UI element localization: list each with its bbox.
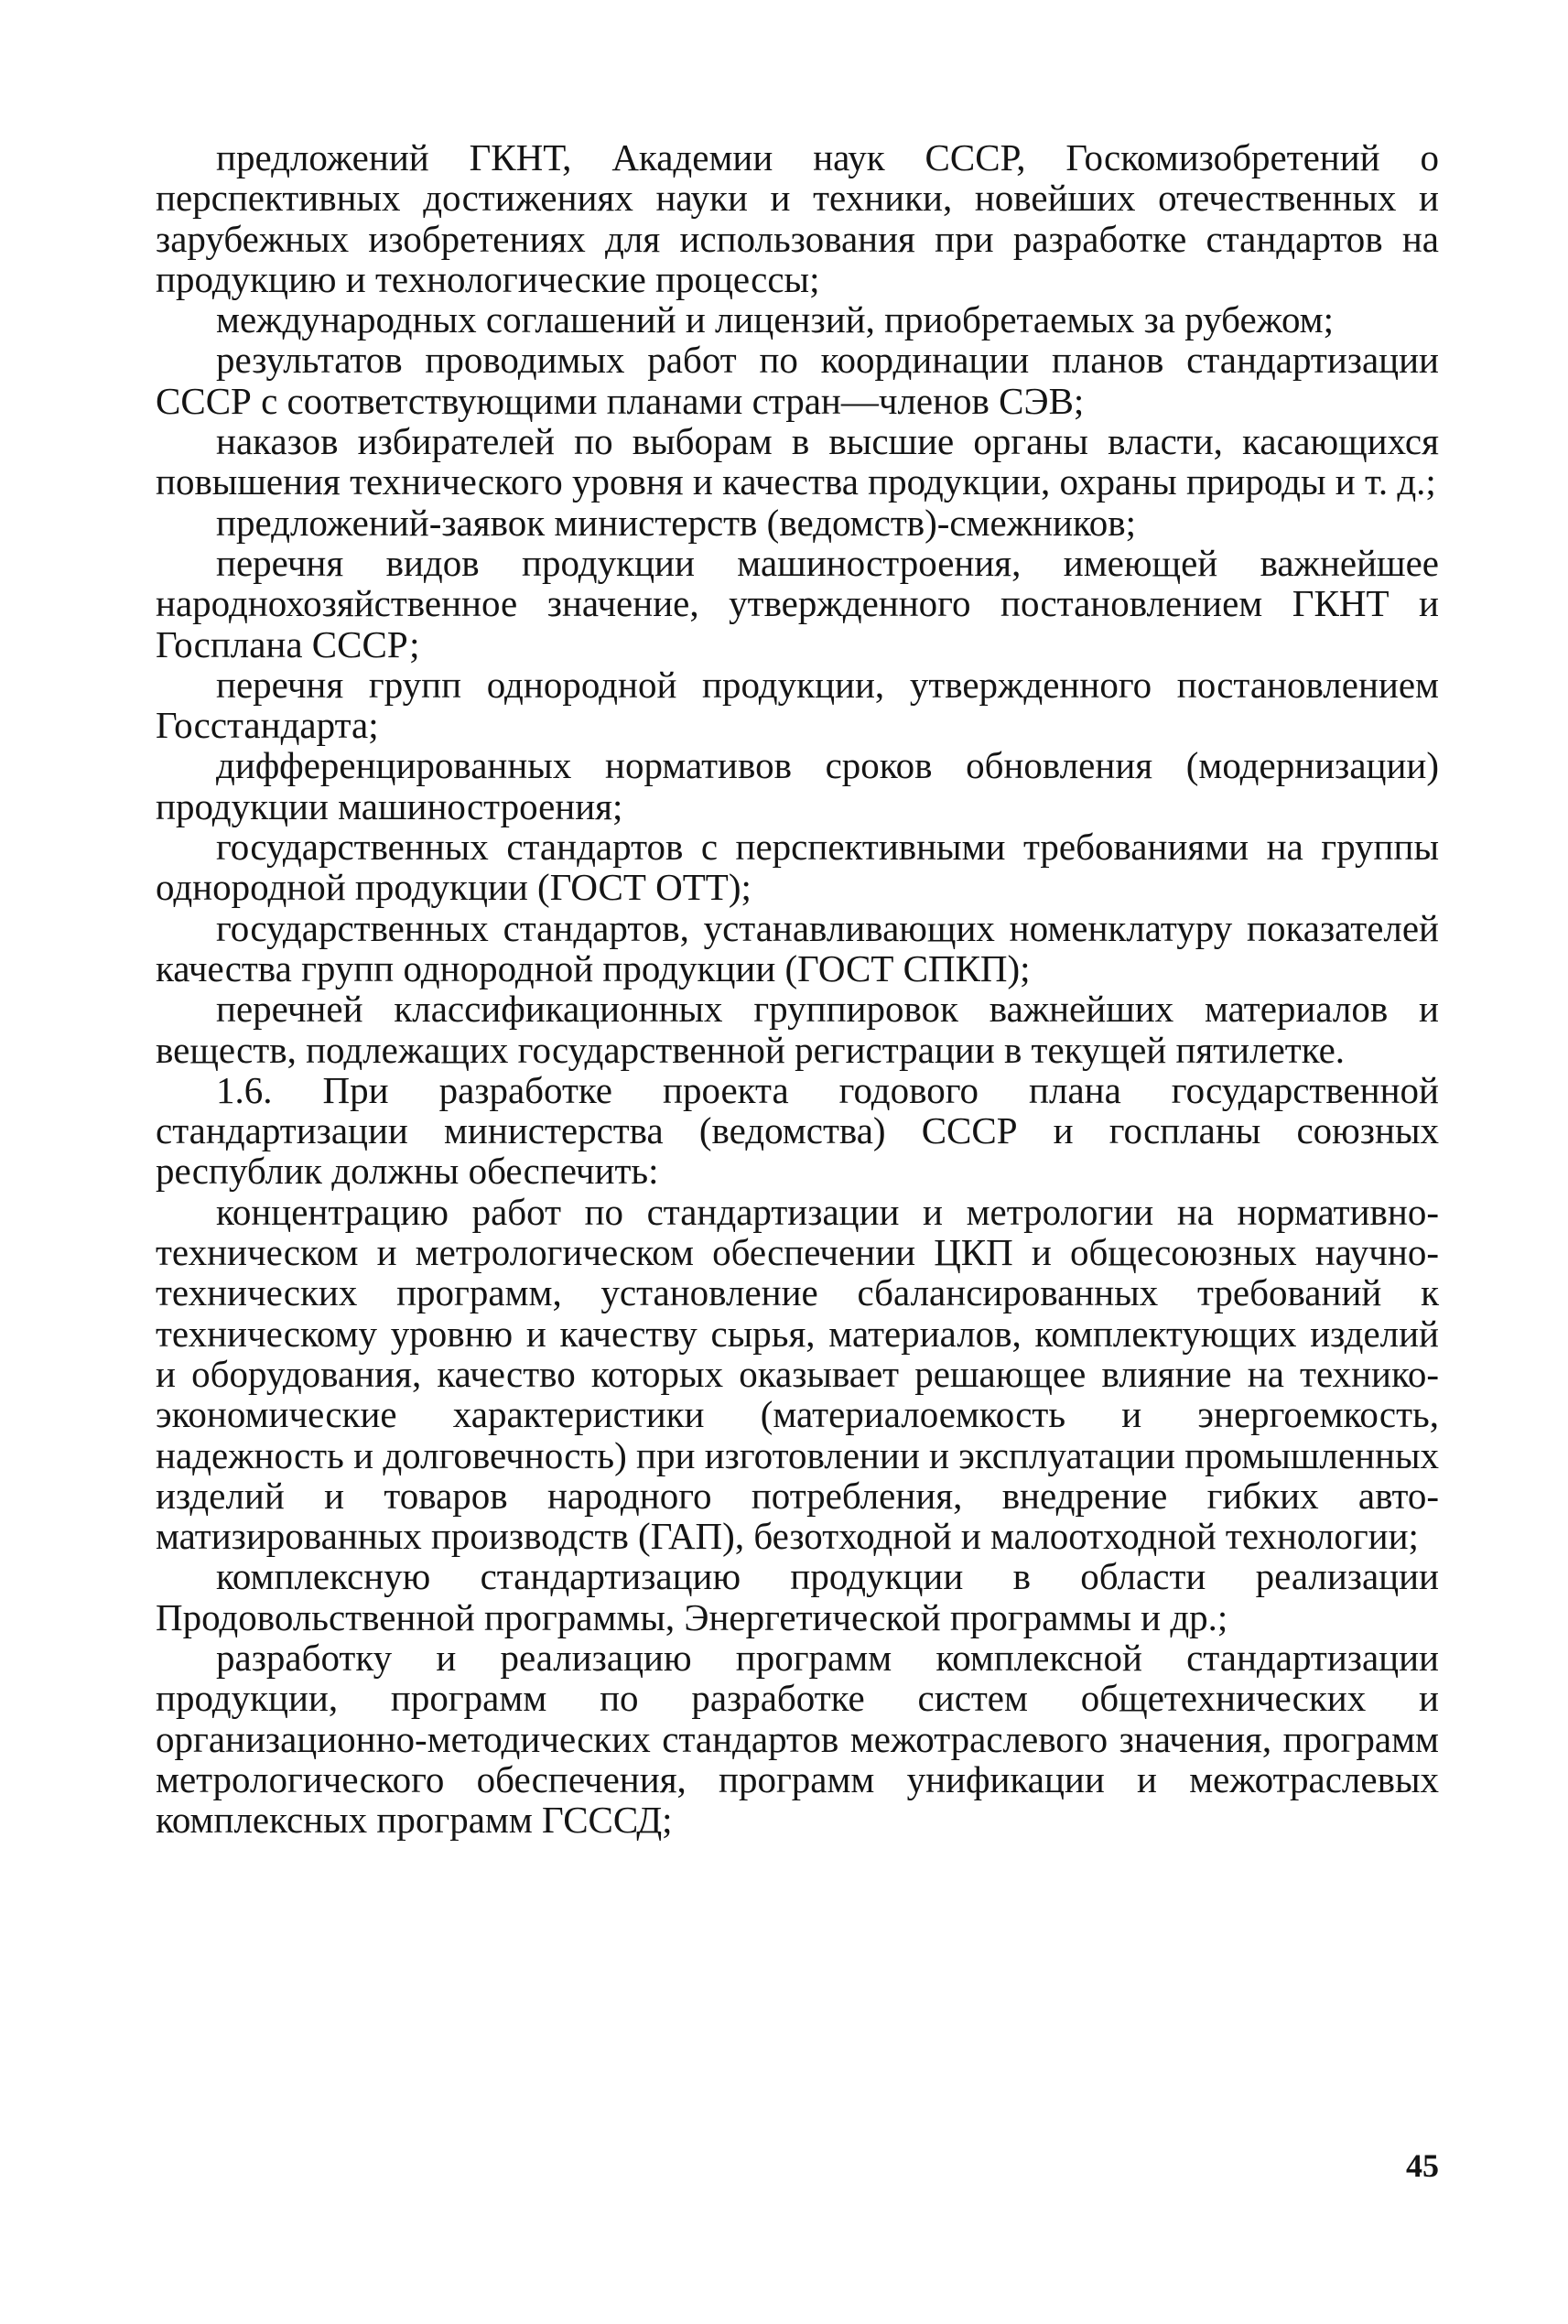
paragraph-12: 1.6. При разработке проекта годового плана государственной стандартизации министерства (ведомства) СССР и госпланы союзных республик должны обеспечить: xyxy=(156,1068,1439,1193)
paragraph-11: перечней классификационных группировок важнейших материалов и веществ, подлежащих государственной регистрации в текущей пятилетке. xyxy=(156,988,1439,1071)
paragraph-14: комплексную стандартизацию продукции в области реализации Продовольственной программы, Энергетической программы и др.; xyxy=(156,1555,1439,1638)
paragraph-15: разработку и реализацию программ комплексной стандартизации продукции, программ по разработке систем общетехнических и организационно-методических стандартов межотраслевого значения, программ метрологического обеспечения, программ унификации и межотраслевых комплексных программ ГСССД; xyxy=(156,1636,1439,1842)
page-text-block xyxy=(156,137,1439,1840)
paragraph-8: дифференцированных нормативов сроков обновления (модернизации) продукции машиностроения; xyxy=(156,744,1439,827)
paragraph-9: государственных стандартов с перспективными требованиями на группы однородной продукции (ГОСТ ОТТ); xyxy=(156,826,1439,909)
paragraph-10: государственных стандартов, устанавливающих номенклатуру показателей качества групп однородной продукции (ГОСТ СПКП); xyxy=(156,906,1439,989)
paragraph-2: международных соглашений и лицензий, приобретаемых за рубежом; xyxy=(216,298,1335,341)
paragraph-1: предложений ГКНТ, Академии наук СССР, Госкомизобретений о перспективных достижениях науки и техники, новейших отечественных и зарубежных изобретениях для использования при разработке стандартов на продукцию и технологические процессы; xyxy=(156,136,1439,300)
paragraph-13: концентрацию работ по стандартизации и метрологии на нормативно-техническом и метрологическом обеспечении ЦКП и общесоюзных научно-технических программ, установление сбалансированных требований к техническому уровню и качеству сырья, материалов, комплектующих изделий и оборудования, качество которых оказывает решающее влияние на технико-экономические характеристики (материалоемкость и энергоемкость, надежность и долговечность) при изготовлении и эксплуатации промышленных изделий и товаров народного потребления, внедрение гибких автоматизированных производств (ГАП), безотходной и малоотходной технологии; xyxy=(156,1190,1439,1558)
paragraph-3: результатов проводимых работ по координации планов стандартизации СССР с соответствующими планами стран—членов СЭВ; xyxy=(156,339,1439,422)
paragraph-6: перечня видов продукции машиностроения, имеющей важнейшее народнохозяйственное значение, утвержденного постановлением ГКНТ и Госплана СССР; xyxy=(156,541,1439,665)
paragraph-7: перечня групп однородной продукции, утвержденного постановлением Госстандарта; xyxy=(156,663,1439,747)
page-number: 45 xyxy=(1406,2147,1439,2184)
paragraph-4: наказов избирателей по выборам в высшие органы власти, касающихся повышения технического уровня и качества продукции, охраны природы и т. д.; xyxy=(156,420,1439,503)
paragraph-5: предложений-заявок министерств (ведомств)-смежников; xyxy=(216,501,1137,544)
